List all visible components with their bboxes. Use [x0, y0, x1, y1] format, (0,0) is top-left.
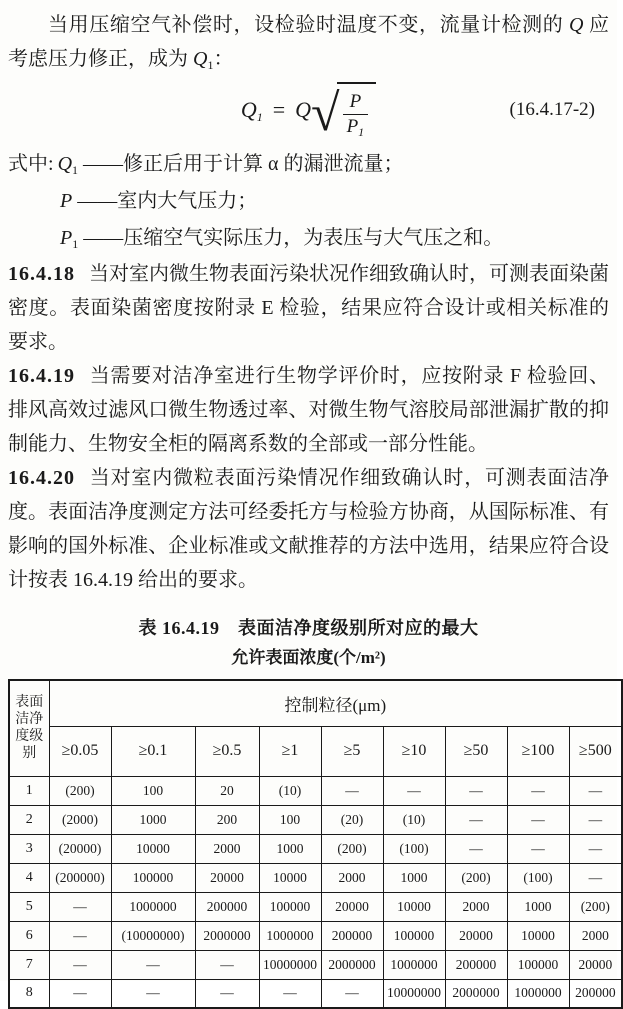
table-cell: 200000 [569, 979, 622, 1008]
where-prefix: 式中: [8, 153, 54, 175]
variable-q1-subscript: 1 [72, 163, 79, 177]
table-cell: (100) [383, 834, 445, 863]
table-cell: — [445, 805, 507, 834]
table-header-group-row [9, 680, 622, 726]
table-title-line2: 允许表面浓度(个/m²) [231, 648, 386, 667]
table-cell: 2000000 [445, 979, 507, 1008]
table-cell: 2000 [569, 921, 622, 950]
variable-p1: P [60, 227, 73, 249]
table-cell: 1000 [111, 805, 195, 834]
intro-colon: ： [213, 48, 234, 70]
fraction-denominator [347, 115, 365, 138]
table-row-level-5 [9, 892, 622, 921]
column-header: ≥10 [383, 726, 445, 776]
equation [240, 82, 376, 142]
definition-q1 [8, 146, 609, 183]
clause-number: 16.4.18 [8, 263, 75, 285]
table-cell: — [445, 776, 507, 805]
table-cell: — [111, 979, 195, 1008]
table-cell: 10000000 [383, 979, 445, 1008]
definition-p1-text: ——压缩空气实际压力，为表压与大气压之和。 [78, 227, 504, 249]
table-cell: 200000 [195, 892, 259, 921]
surface-cleanliness-table [8, 679, 623, 1009]
table-cell: — [507, 805, 569, 834]
table-cell: — [49, 921, 111, 950]
table-row-level-7 [9, 950, 622, 979]
table-cell: 2000 [321, 863, 383, 892]
table-cell: 1000 [383, 863, 445, 892]
table-cell: 200000 [445, 950, 507, 979]
table-row-level-6 [9, 921, 622, 950]
table-cell: 20000 [569, 950, 622, 979]
group-header-cell: 控制粒径(μm) [49, 680, 622, 726]
definition-p1 [8, 220, 609, 257]
table-cell: — [507, 776, 569, 805]
definition-q1-text: ——修正后用于计算 α 的漏泄流量； [78, 153, 404, 175]
table-cell: 1000000 [111, 892, 195, 921]
table-cell: 20000 [445, 921, 507, 950]
table-cell: — [49, 979, 111, 1008]
table-cell: (100) [507, 863, 569, 892]
table-cell: — [195, 950, 259, 979]
level-cell: 8 [9, 979, 49, 1008]
table-cell: 1000000 [507, 979, 569, 1008]
level-cell: 4 [9, 863, 49, 892]
table-cell: (20) [321, 805, 383, 834]
intro-text: 当用压缩空气补偿时，设检验时温度不变，流量计检测的 [48, 14, 569, 36]
radicand [337, 82, 377, 138]
table-cell: (2000) [49, 805, 111, 834]
level-cell: 7 [9, 950, 49, 979]
table-cell: — [569, 834, 622, 863]
variable-p: P [60, 190, 73, 212]
column-header: ≥0.05 [49, 726, 111, 776]
definition-p-text: ——室内大气压力； [72, 190, 258, 212]
table-cell: — [383, 776, 445, 805]
table-cell: 200000 [321, 921, 383, 950]
table-row-level-3 [9, 834, 622, 863]
level-cell: 2 [9, 805, 49, 834]
variable-p1: P [346, 116, 359, 137]
table-row-level-4 [9, 863, 622, 892]
table-cell: 1000000 [259, 921, 321, 950]
table-cell: 2000000 [321, 950, 383, 979]
table-cell: (20000) [49, 834, 111, 863]
table-cell: (10000000) [111, 921, 195, 950]
square-root-sign: √ [311, 84, 340, 142]
variable-q1: Q [193, 48, 208, 70]
table-cell: — [49, 892, 111, 921]
table-cell: 100000 [111, 863, 195, 892]
table-cell: 100 [259, 805, 321, 834]
table-cell: 2000 [445, 892, 507, 921]
table-cell: (10) [383, 805, 445, 834]
table-title-line1: 表 16.4.19 表面洁净度级别所对应的最大 [138, 618, 479, 638]
variable-p1-subscript: 1 [358, 125, 365, 139]
column-header: ≥1 [259, 726, 321, 776]
fraction [343, 91, 369, 138]
table-cell: (200) [49, 776, 111, 805]
column-header: ≥0.5 [195, 726, 259, 776]
intro-paragraph [8, 8, 609, 76]
level-cell: 1 [9, 776, 49, 805]
clause-text: 当对室内微生物表面污染状况作细致确认时，可测表面染菌密度。表面染菌密度按附录 E 检验，结果应符合设计或相关标准的要求。 [8, 263, 609, 353]
table-cell: 1000 [259, 834, 321, 863]
column-header: ≥0.1 [111, 726, 195, 776]
table-cell: — [111, 950, 195, 979]
table-cell: 1000 [507, 892, 569, 921]
corner-header-cell: 表面洁净度级别 [9, 680, 49, 776]
intro-text-2: 应考虑压力修正，成为 [8, 14, 610, 70]
table-cell: — [507, 834, 569, 863]
table-cell: — [321, 776, 383, 805]
level-cell: 6 [9, 921, 49, 950]
table-title [8, 613, 609, 673]
clause-number: 16.4.20 [8, 467, 75, 489]
variable-q1-subscript: 1 [256, 110, 263, 124]
table-cell: 20 [195, 776, 259, 805]
table-cell: 100000 [259, 892, 321, 921]
table-cell: (200) [445, 863, 507, 892]
variable-q: Q [295, 97, 312, 122]
table-cell: 100000 [383, 921, 445, 950]
table-row-level-1 [9, 776, 622, 805]
table-cell: — [569, 863, 622, 892]
table-cell: 10000 [111, 834, 195, 863]
column-header: ≥50 [445, 726, 507, 776]
variable-q1-subscript: 1 [207, 58, 214, 72]
equation-number: (16.4.17-2) [509, 99, 595, 120]
table-cell: 10000 [259, 863, 321, 892]
table-cell: 20000 [321, 892, 383, 921]
table-cell: 100000 [507, 950, 569, 979]
clause-text: 当需要对洁净室进行生物学评价时，应按附录 F 检验回、排风高效过滤风口微生物透过率、对微生物气溶胶局部泄漏扩散的抑制能力、生物安全柜的隔离系数的全部或一部分性能。 [8, 365, 609, 455]
variable-q1: Q [57, 153, 73, 175]
table-cell: (200) [321, 834, 383, 863]
fraction-numerator [343, 91, 369, 115]
definition-p [8, 183, 609, 220]
table-cell: — [569, 805, 622, 834]
clause-16-4-19 [8, 359, 609, 461]
level-cell: 5 [9, 892, 49, 921]
table-row-level-2 [9, 805, 622, 834]
column-header: ≥5 [321, 726, 383, 776]
table-cell: 10000 [383, 892, 445, 921]
table-cell: 2000000 [195, 921, 259, 950]
equation-lhs [241, 97, 263, 123]
table-cell: — [49, 950, 111, 979]
table-cell: — [195, 979, 259, 1008]
clause-number: 16.4.19 [8, 365, 75, 387]
table-cell: (200) [569, 892, 622, 921]
level-cell: 3 [9, 834, 49, 863]
symbol-definitions [8, 146, 609, 257]
table-cell: — [445, 834, 507, 863]
variable-p1-subscript: 1 [72, 237, 79, 251]
variable-q1: Q [240, 97, 257, 122]
variable-q: Q [568, 14, 584, 36]
table-cell: 100 [111, 776, 195, 805]
table-cell: 2000 [195, 834, 259, 863]
table-header-size-row [9, 726, 622, 776]
clause-text: 当对室内微粒表面污染情况作细致确认时，可测表面洁净度。表面洁净度测定方法可经委托方与检验方协商，从国际标准、有影响的国外标准、企业标准或文献推荐的方法中选用，结果应符合设计按表 16.4.19 给出的要求。 [8, 467, 609, 591]
table-cell: 1000000 [383, 950, 445, 979]
table-cell: — [259, 979, 321, 1008]
table-row-level-8 [9, 979, 622, 1008]
table-cell: — [321, 979, 383, 1008]
table-cell: (10) [259, 776, 321, 805]
equals-sign: = [272, 97, 286, 122]
equation-row [8, 78, 609, 142]
column-header: ≥500 [569, 726, 622, 776]
table-cell: 200 [195, 805, 259, 834]
table-cell: (200000) [49, 863, 111, 892]
clause-16-4-18 [8, 257, 609, 359]
table-cell: 10000000 [259, 950, 321, 979]
variable-p: P [349, 91, 362, 112]
table-cell: 20000 [195, 863, 259, 892]
table-cell: 10000 [507, 921, 569, 950]
column-header: ≥100 [507, 726, 569, 776]
clause-16-4-20 [8, 461, 609, 597]
table-cell: — [569, 776, 622, 805]
